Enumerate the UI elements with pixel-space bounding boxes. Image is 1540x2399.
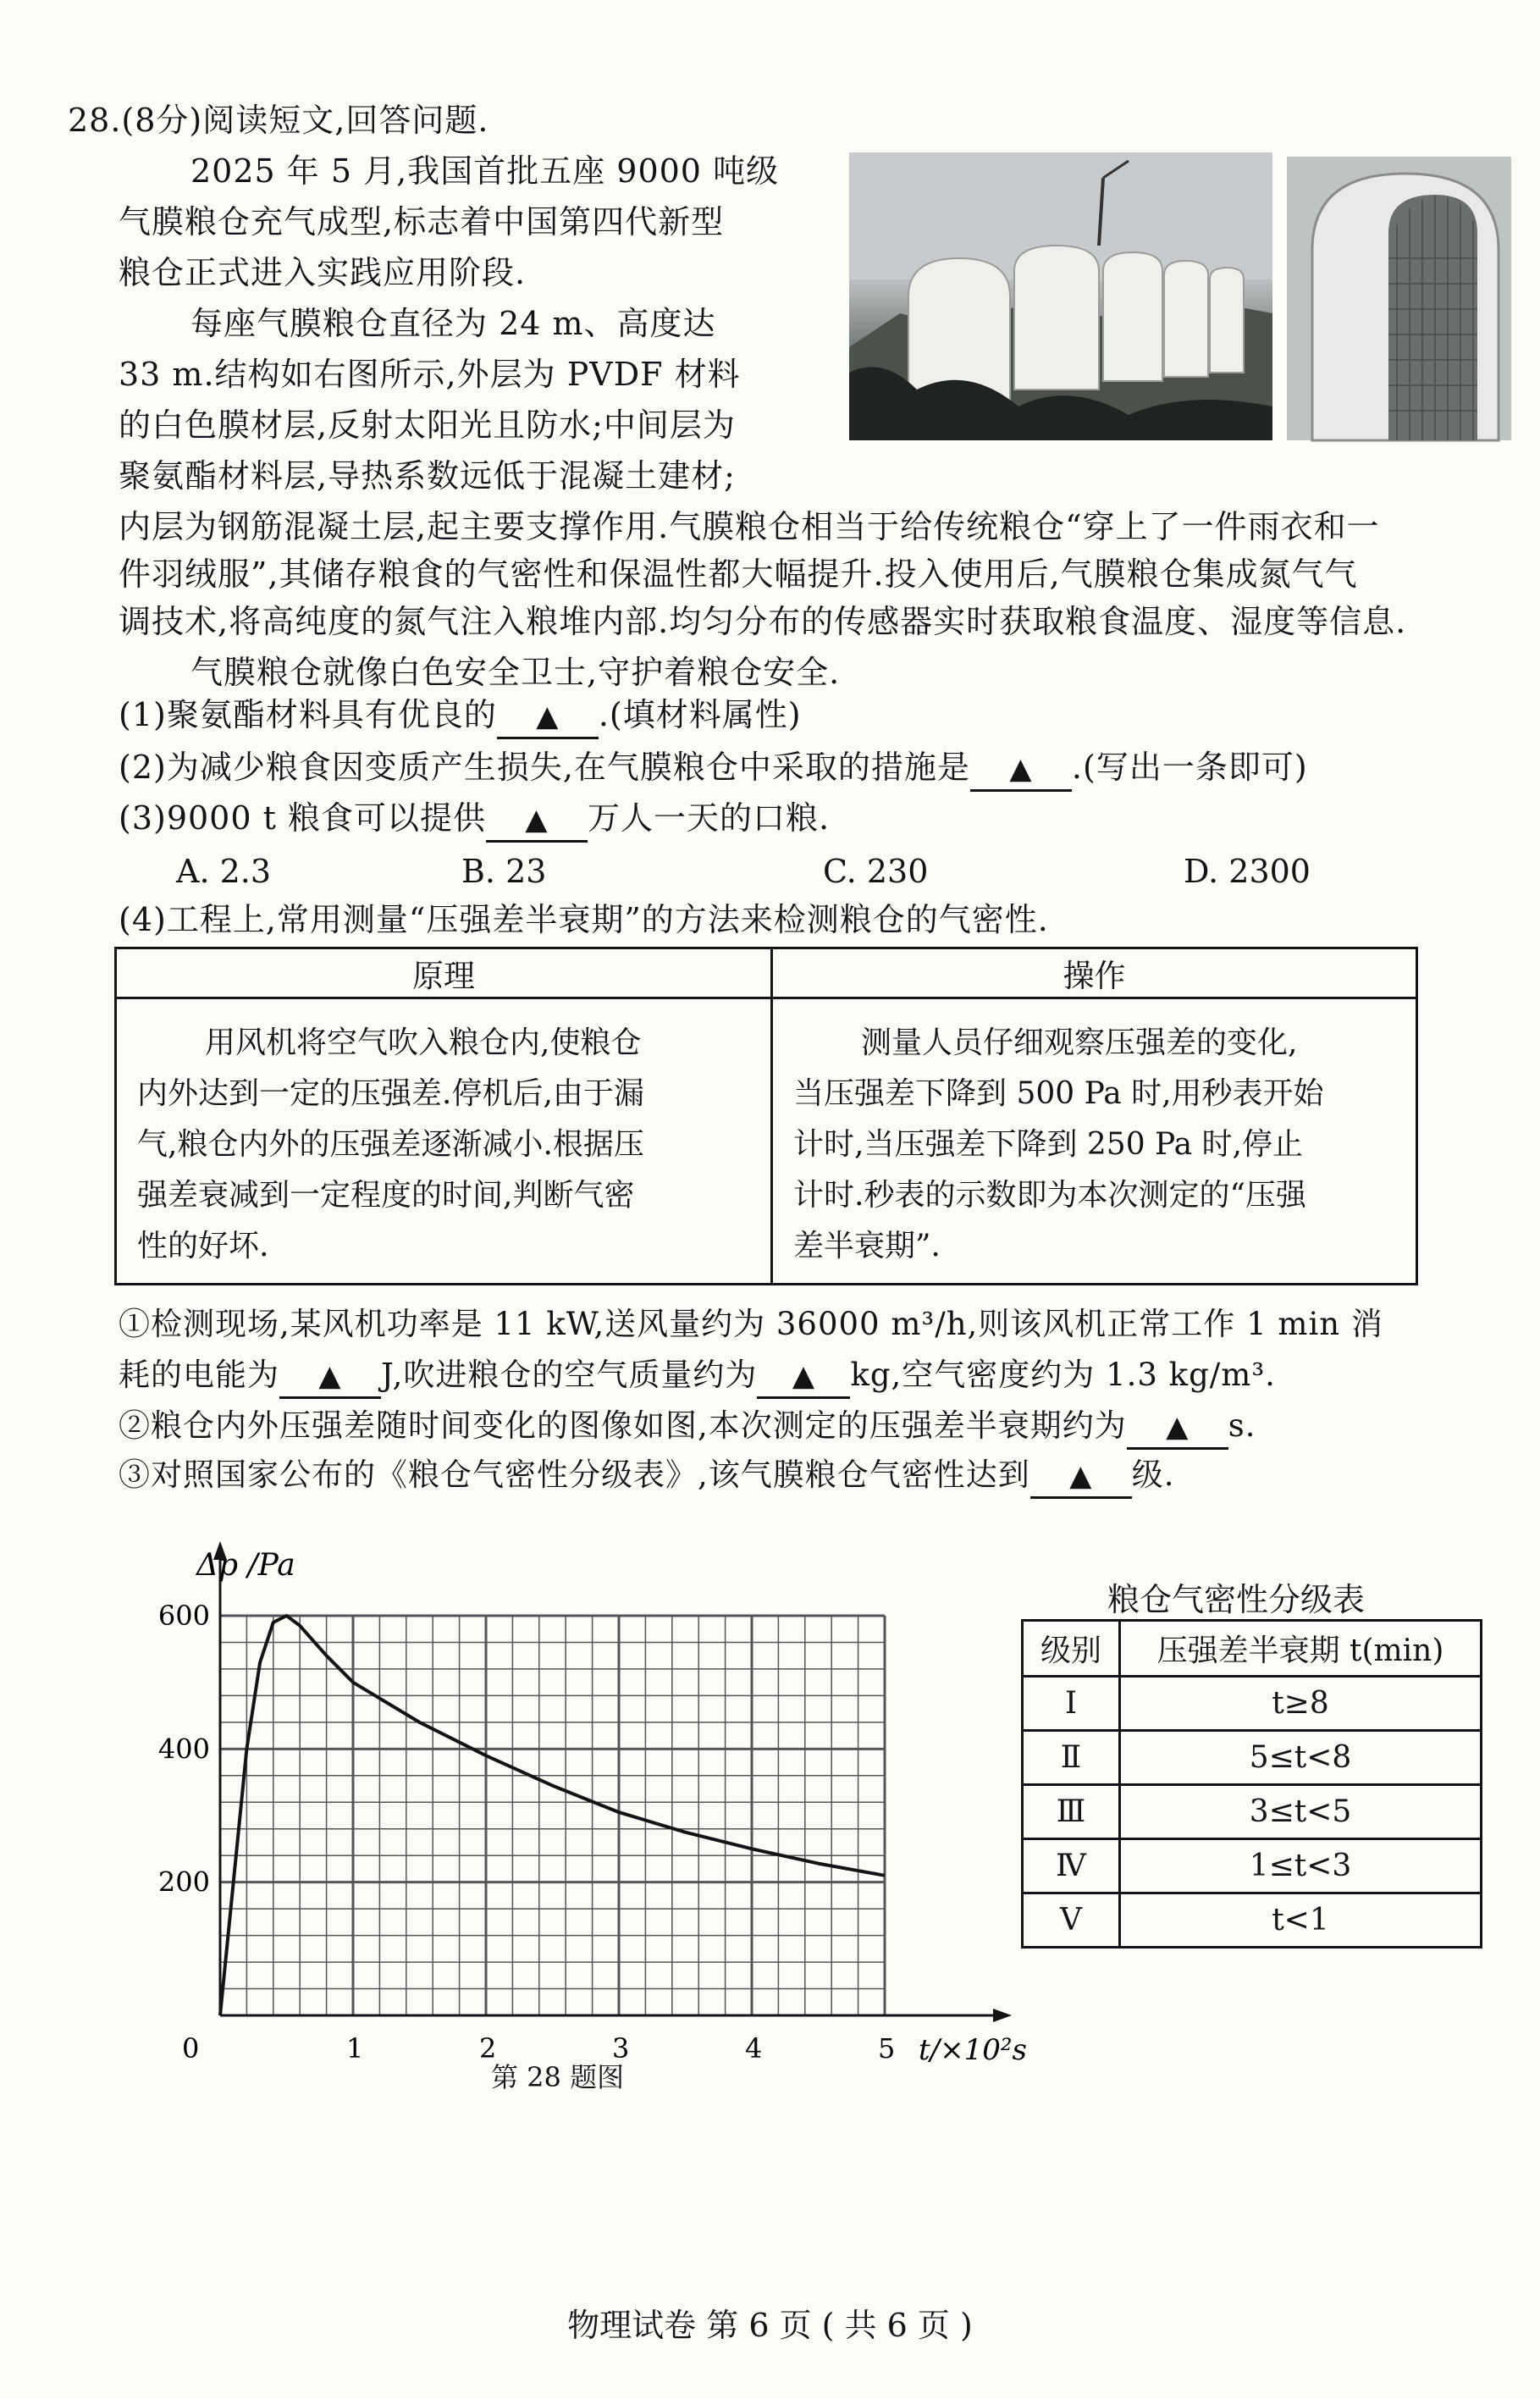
range-cell: t<1 — [1120, 1893, 1482, 1948]
range-cell: 5≤t<8 — [1120, 1731, 1482, 1785]
sub1-text-2: J,吹进粮仓的空气质量约为 — [381, 1357, 758, 1393]
q3-suffix: 万人一天的口粮. — [587, 799, 831, 837]
half-life-blank[interactable] — [1127, 1406, 1228, 1450]
principle-line-2: 内外达到一定的压强差.停机后,由于漏 — [137, 1076, 644, 1111]
silos-photo — [849, 152, 1272, 440]
pressure-time-chart — [102, 1524, 1027, 2117]
passage-line-9: 件羽绒服”,其储存粮食的气密性和保温性都大幅提升.投入使用后,气膜粮仓集成氮气气 — [119, 556, 1358, 593]
principle-line-3: 气,粮仓内外的压强差逐渐减小.根据压 — [137, 1127, 644, 1162]
blank-triangle-icon: ▲ — [536, 699, 560, 733]
q4-intro: (4)工程上,常用测量“压强差半衰期”的方法来检测粮仓的气密性. — [119, 901, 1049, 938]
principle-cell — [116, 998, 772, 1285]
grade-table — [1021, 1619, 1482, 1948]
x-axis-arrow-icon — [993, 2009, 1012, 2022]
option-a[interactable]: A. 2.3 — [176, 853, 272, 890]
structure-photo — [1287, 157, 1511, 440]
q3-blank[interactable] — [486, 798, 588, 843]
question-header: 28.(8分)阅读短文,回答问题. — [68, 102, 489, 139]
range-cell: t≥8 — [1120, 1677, 1482, 1731]
blank-triangle-icon: ▲ — [792, 1359, 816, 1393]
sub1-line-2 — [119, 1355, 1276, 1399]
grade-header: 级别 — [1023, 1621, 1120, 1677]
sub2-suffix: s. — [1228, 1407, 1256, 1444]
x-tick-label: 0 — [182, 2032, 200, 2065]
grade-blank[interactable] — [1030, 1455, 1132, 1499]
x-tick-label: 3 — [612, 2032, 630, 2065]
blank-triangle-icon: ▲ — [1069, 1459, 1093, 1493]
operation-line-2: 当压强差下降到 500 Pa 时,用秒表开始 — [793, 1076, 1324, 1111]
figure-caption: 第 28 题图 — [491, 2061, 625, 2093]
x-tick-label: 5 — [878, 2032, 896, 2065]
pressure-curve — [220, 1616, 885, 2015]
passage-line-2: 气膜粮仓充气成型,标志着中国第四代新型 — [119, 203, 725, 240]
passage-line-10: 调技术,将高纯度的氮气注入粮堆内部.均匀分布的传感器实时获取粮食温度、湿度等信息. — [119, 603, 1407, 640]
passage-line-7: 聚氨酯材料层,导热系数远低于混凝土建材; — [119, 457, 736, 495]
page-footer: 物理试卷 第 6 页 ( 共 6 页 ) — [567, 2307, 973, 2344]
passage-line-6: 的白色膜材层,反射太阳光且防水;中间层为 — [119, 406, 736, 444]
energy-blank[interactable] — [279, 1355, 381, 1399]
passage-line-1: 2025 年 5 月,我国首批五座 9000 吨级 — [190, 152, 780, 190]
x-tick-label: 1 — [346, 2032, 364, 2065]
grade-cell: Ⅳ — [1023, 1839, 1120, 1893]
q2-suffix: .(写出一条即可) — [1071, 749, 1308, 786]
grade-cell: Ⅰ — [1023, 1677, 1120, 1731]
passage-line-4: 每座气膜粮仓直径为 24 m、高度达 — [190, 305, 716, 342]
operation-line-3: 计时,当压强差下降到 250 Pa 时,停止 — [793, 1127, 1303, 1162]
range-cell: 1≤t<3 — [1120, 1839, 1482, 1893]
sub2-text: ②粮仓内外压强差随时间变化的图像如图,本次测定的压强差半衰期约为 — [119, 1407, 1127, 1444]
x-axis-label: t/×10²s — [919, 2033, 1027, 2067]
passage-line-3: 粮仓正式进入实践应用阶段. — [119, 254, 527, 291]
principle-line-5: 性的好坏. — [137, 1229, 269, 1263]
y-tick-label: 200 — [157, 1866, 210, 1899]
sub1-text-1: 耗的电能为 — [119, 1357, 279, 1393]
y-tick-label: 400 — [157, 1733, 210, 1766]
sub3 — [119, 1455, 1175, 1499]
half-life-header: 压强差半衰期 t(min) — [1120, 1621, 1482, 1677]
method-table — [114, 947, 1418, 1285]
q3-text: (3)9000 t 粮食可以提供 — [119, 799, 486, 837]
principle-line-4: 强差衰减到一定程度的时间,判断气密 — [137, 1178, 635, 1213]
q2-text: (2)为减少粮食因变质产生损失,在气膜粮仓中采取的措施是 — [119, 749, 970, 786]
grade-cell: Ⅴ — [1023, 1893, 1120, 1948]
q1-text: (1)聚氨酯材料具有优良的 — [119, 696, 497, 733]
sub1-text-3: kg,空气密度约为 1.3 kg/m³. — [850, 1357, 1276, 1393]
option-c[interactable]: C. 230 — [823, 853, 929, 890]
blank-triangle-icon: ▲ — [1166, 1410, 1189, 1444]
grade-table-title: 粮仓气密性分级表 — [1107, 1581, 1366, 1618]
range-cell: 3≤t<5 — [1120, 1785, 1482, 1839]
y-tick-label: 600 — [157, 1600, 210, 1632]
passage-line-11: 气膜粮仓就像白色安全卫士,守护着粮仓安全. — [190, 654, 841, 691]
grade-cell: Ⅲ — [1023, 1785, 1120, 1839]
passage-line-5: 33 m.结构如右图所示,外层为 PVDF 材料 — [119, 356, 741, 393]
sub3-suffix: 级. — [1131, 1457, 1175, 1493]
option-b[interactable]: B. 23 — [461, 853, 547, 890]
q3 — [119, 798, 830, 843]
blank-triangle-icon: ▲ — [318, 1359, 342, 1393]
y-axis-label: Δp /Pa — [196, 1548, 295, 1583]
x-tick-label: 2 — [479, 2032, 497, 2065]
operation-line-4: 计时.秒表的示数即为本次测定的“压强 — [793, 1178, 1306, 1213]
q1-blank[interactable] — [497, 694, 599, 739]
blank-triangle-icon: ▲ — [525, 803, 549, 837]
q1 — [119, 694, 802, 739]
grade-cell: Ⅱ — [1023, 1731, 1120, 1785]
passage-line-8: 内层为钢筋混凝土层,起主要支撑作用.气膜粮仓相当于给传统粮仓“穿上了一件雨衣和一 — [119, 508, 1380, 545]
q2-blank[interactable] — [970, 747, 1072, 792]
operation-header: 操作 — [772, 948, 1417, 998]
operation-line-5: 差半衰期”. — [793, 1229, 941, 1263]
sub2 — [119, 1406, 1256, 1450]
x-tick-label: 4 — [745, 2032, 763, 2065]
option-d[interactable]: D. 2300 — [1184, 853, 1311, 890]
operation-line-1: 测量人员仔细观察压强差的变化, — [861, 1025, 1298, 1060]
sub1-line-1: ①检测现场,某风机功率是 11 kW,送风量约为 36000 m³/h,则该风机正常工作 1 min 消 — [119, 1306, 1383, 1342]
operation-cell — [772, 998, 1417, 1285]
principle-header: 原理 — [116, 948, 772, 998]
q2 — [119, 747, 1308, 792]
principle-line-1: 用风机将空气吹入粮仓内,使粮仓 — [205, 1025, 642, 1060]
blank-triangle-icon: ▲ — [1009, 752, 1033, 786]
q1-suffix: .(填材料属性) — [598, 696, 802, 733]
sub3-text: ③对照国家公布的《粮仓气密性分级表》,该气膜粮仓气密性达到 — [119, 1457, 1030, 1493]
mass-blank[interactable] — [757, 1355, 850, 1399]
